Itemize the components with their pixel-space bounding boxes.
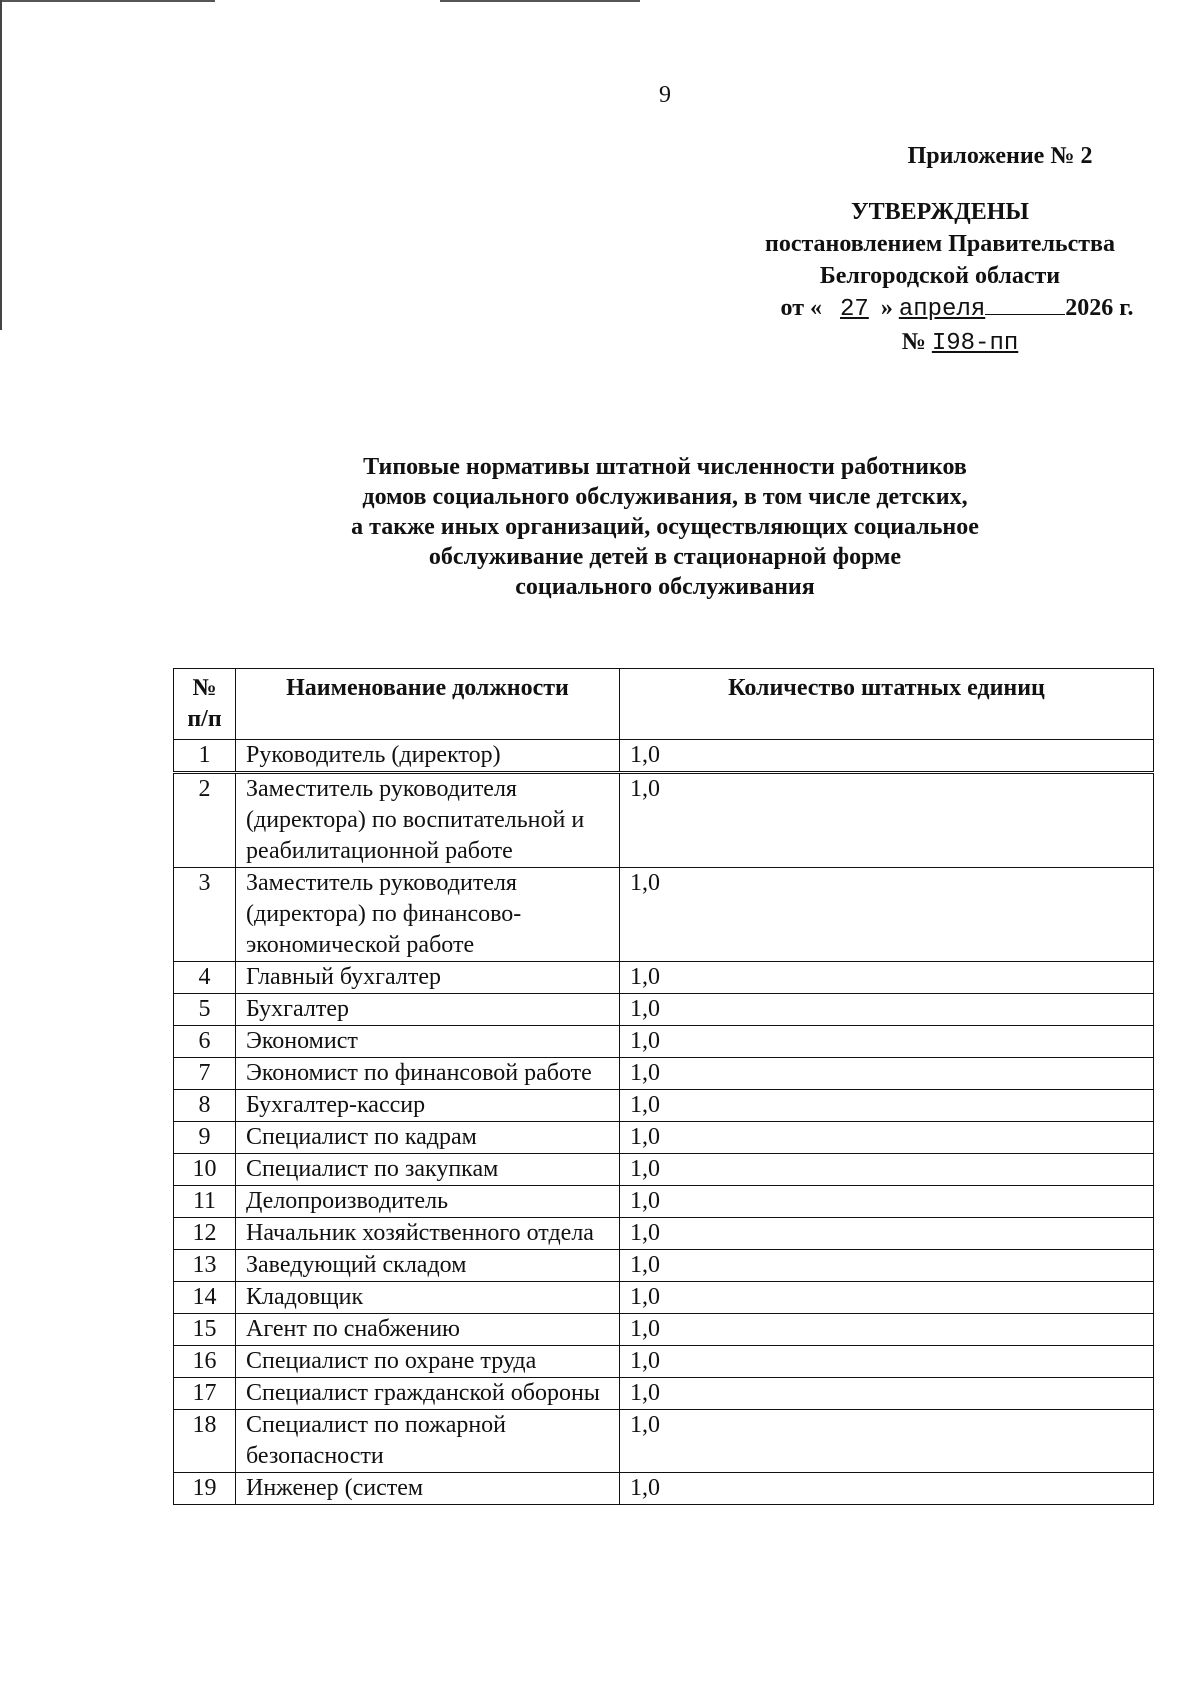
row-position: Бухгалтер	[236, 994, 620, 1026]
table-row	[174, 1473, 1154, 1505]
row-number: 3	[174, 868, 236, 962]
date-year: 2026 г.	[1065, 295, 1134, 321]
table-row	[174, 1346, 1154, 1378]
appendix-label: Приложение № 2	[907, 143, 1093, 169]
scan-edge-top	[0, 0, 215, 2]
scan-edge-top-2	[440, 0, 640, 2]
row-position: Специалист гражданской обороны	[236, 1378, 620, 1410]
table-row	[174, 1058, 1154, 1090]
row-quantity: 1,0	[620, 1218, 1154, 1250]
table-row	[174, 868, 1154, 962]
row-position: Бухгалтер-кассир	[236, 1090, 620, 1122]
row-quantity: 1,0	[620, 1314, 1154, 1346]
table-row	[174, 1218, 1154, 1250]
row-position: Делопроизводитель	[236, 1186, 620, 1218]
date-mid: »	[880, 295, 893, 321]
row-position: Специалист по охране труда	[236, 1346, 620, 1378]
row-position: Кладовщик	[236, 1282, 620, 1314]
row-number: 6	[174, 1026, 236, 1058]
table-header-row	[174, 669, 1154, 740]
approval-line-1: постановлением Правительства	[764, 231, 1115, 257]
header-position: Наименование должности	[236, 669, 620, 740]
row-number: 13	[174, 1250, 236, 1282]
number-value: I98-пп	[931, 330, 1019, 357]
row-position: Специалист по пожарной безопасности	[236, 1410, 620, 1473]
title-line-2: домов социального обслуживания, в том числе детских,	[362, 484, 968, 510]
row-quantity: 1,0	[620, 1282, 1154, 1314]
approval-date	[700, 292, 1180, 326]
row-position: Заместитель руководителя (директора) по финансово-экономической работе	[236, 868, 620, 962]
approval-block	[700, 140, 1180, 360]
row-number: 8	[174, 1090, 236, 1122]
row-position: Главный бухгалтер	[236, 962, 620, 994]
row-quantity: 1,0	[620, 1378, 1154, 1410]
row-number: 17	[174, 1378, 236, 1410]
row-number: 15	[174, 1314, 236, 1346]
row-position: Экономист по финансовой работе	[236, 1058, 620, 1090]
approval-line-2: Белгородской области	[819, 263, 1061, 289]
row-position: Заведующий складом	[236, 1250, 620, 1282]
table-row	[174, 1410, 1154, 1473]
row-position: Руководитель (директор)	[236, 740, 620, 773]
row-number: 16	[174, 1346, 236, 1378]
row-quantity: 1,0	[620, 1026, 1154, 1058]
row-number: 10	[174, 1154, 236, 1186]
row-number: 4	[174, 962, 236, 994]
date-month: апреля	[898, 296, 986, 323]
approved-label: УТВЕРЖДЕНЫ	[851, 199, 1029, 225]
row-position: Специалист по закупкам	[236, 1154, 620, 1186]
row-position: Экономист	[236, 1026, 620, 1058]
row-position: Агент по снабжению	[236, 1314, 620, 1346]
row-position: Заместитель руководителя (директора) по воспитательной и реабилитационной работе	[236, 773, 620, 868]
header-quantity: Количество штатных единиц	[620, 669, 1154, 740]
header-number: № п/п	[174, 669, 236, 740]
document-title	[0, 452, 1200, 602]
row-number: 5	[174, 994, 236, 1026]
table-row	[174, 1378, 1154, 1410]
table-row	[174, 994, 1154, 1026]
date-day: 27	[840, 296, 869, 323]
approval-number	[700, 326, 1180, 360]
row-quantity: 1,0	[620, 1346, 1154, 1378]
title-line-1: Типовые нормативы штатной численности работников	[363, 454, 967, 480]
row-number: 11	[174, 1186, 236, 1218]
title-line-3: а также иных организаций, осуществляющих социальное	[351, 514, 979, 540]
table-row	[174, 1154, 1154, 1186]
row-quantity: 1,0	[620, 1058, 1154, 1090]
title-line-4: обслуживание детей в стационарной форме	[428, 544, 902, 570]
row-quantity: 1,0	[620, 868, 1154, 962]
row-number: 2	[174, 773, 236, 868]
number-prefix: №	[901, 329, 926, 355]
row-quantity: 1,0	[620, 1186, 1154, 1218]
row-quantity: 1,0	[620, 1473, 1154, 1505]
table-row	[174, 1282, 1154, 1314]
title-line-5: социального обслуживания	[515, 574, 815, 600]
table-row	[174, 1026, 1154, 1058]
row-quantity: 1,0	[620, 962, 1154, 994]
row-quantity: 1,0	[620, 740, 1154, 773]
row-position: Инженер (систем	[236, 1473, 620, 1505]
row-quantity: 1,0	[620, 1250, 1154, 1282]
row-number: 18	[174, 1410, 236, 1473]
row-number: 12	[174, 1218, 236, 1250]
row-quantity: 1,0	[620, 1090, 1154, 1122]
row-position: Начальник хозяйственного отдела	[236, 1218, 620, 1250]
page-number: 9	[659, 82, 671, 108]
table-row	[174, 1122, 1154, 1154]
row-quantity: 1,0	[620, 773, 1154, 868]
row-quantity: 1,0	[620, 1122, 1154, 1154]
table-row	[174, 1250, 1154, 1282]
table-row	[174, 773, 1154, 868]
row-number: 1	[174, 740, 236, 773]
table-row	[174, 740, 1154, 773]
row-position: Специалист по кадрам	[236, 1122, 620, 1154]
row-quantity: 1,0	[620, 994, 1154, 1026]
table-row	[174, 1090, 1154, 1122]
staff-table	[173, 668, 1154, 1505]
row-number: 19	[174, 1473, 236, 1505]
row-number: 9	[174, 1122, 236, 1154]
date-fill-line	[985, 292, 1065, 315]
row-number: 14	[174, 1282, 236, 1314]
table-row	[174, 1186, 1154, 1218]
row-number: 7	[174, 1058, 236, 1090]
scan-edge-left	[0, 0, 2, 330]
table-row	[174, 962, 1154, 994]
row-quantity: 1,0	[620, 1410, 1154, 1473]
date-prefix: от «	[780, 295, 823, 321]
row-quantity: 1,0	[620, 1154, 1154, 1186]
table-row	[174, 1314, 1154, 1346]
